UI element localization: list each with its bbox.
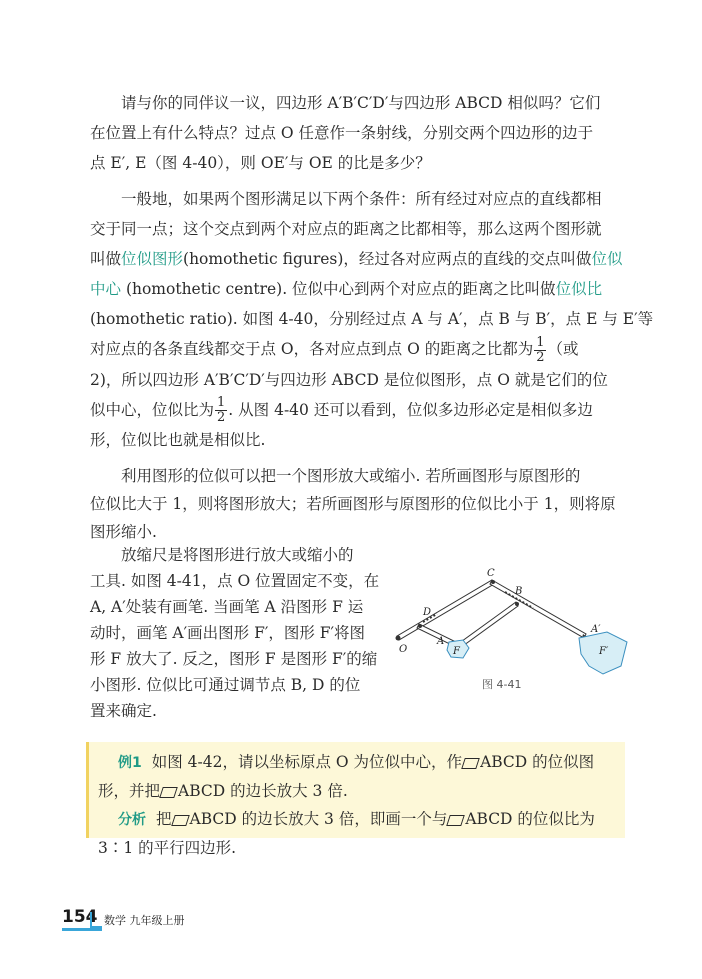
text-line: 利用图形的位似可以把一个图形放大或缩小. 若所画图形与原图形的 [121, 467, 581, 485]
fraction-numerator: 1 [536, 334, 545, 350]
text-span: 似中心，位似比为 [90, 400, 215, 419]
footer-bracket-icon [90, 912, 102, 928]
text-span: 形，并把 [98, 782, 161, 800]
label-C: C [487, 568, 495, 579]
fraction-one-half [215, 396, 227, 425]
term-homothetic-centre-part2: 中心 [90, 280, 122, 298]
text-span: ABCD 的位似比为 [465, 810, 595, 828]
example-block [98, 748, 616, 862]
analysis-line: 3∶1 的平行四边形. [98, 839, 237, 857]
text-line: 请与你的同伴议一议，四边形 A′B′C′D′与四边形 ABCD 相似吗？它们 [121, 94, 601, 112]
text-line: 工具. 如图 4-41，点 O 位置固定不变，在 [90, 572, 380, 590]
text-line [90, 395, 616, 426]
text-span: (homothetic figures)，经过各对应两点的直线的交点叫做 [183, 250, 592, 268]
figure-caption: 图 4-41 [482, 678, 522, 691]
text-line [90, 244, 623, 274]
example-tag: 例1 [118, 755, 142, 771]
text-span: 对应点的各条直线都交于点 O，各对应点到点 O 的距离之比都为 [90, 340, 534, 358]
parallelogram-icon [461, 758, 480, 769]
parallelogram-icon [159, 787, 178, 798]
text-span: （或 [547, 340, 579, 358]
text-span: 如图 4-42，请以坐标原点 O 为位似中心，作 [151, 753, 463, 771]
label-A-prime: A′ [591, 624, 601, 635]
text-line: 交于同一点；这个交点到两个对应点的距离之比都相等，那么这两个图形就 [90, 220, 602, 238]
bar-A-B [458, 602, 518, 648]
term-homothetic-centre-part1: 位似 [591, 250, 623, 268]
analysis-tag: 分析 [118, 812, 146, 828]
label-B: B [515, 586, 523, 597]
text-span: 叫做 [90, 250, 122, 268]
label-F: F [453, 646, 460, 657]
fraction-numerator: 1 [217, 395, 226, 410]
point-C [491, 580, 495, 584]
paragraph-scaling [90, 462, 616, 546]
fraction-denominator: 2 [536, 349, 545, 365]
text-line: 在位置上有什么特点？过点 O 任意作一条射线，分别交两个四边形的边于 [90, 124, 594, 142]
text-span: 把 [156, 810, 172, 828]
parallelogram-icon [447, 815, 466, 826]
paragraph-definition [90, 184, 654, 455]
text-line: 点 E′, E（图 4-40），则 OE′与 OE 的比是多少？ [90, 154, 431, 172]
text-span: ABCD 的边长放大 3 倍. [178, 782, 348, 800]
text-line: 置来确定. [90, 702, 157, 720]
paragraph-discussion [90, 88, 616, 178]
book-title: 数学 九年级上册 [104, 914, 185, 927]
text-line: 形，位似比也就是相似比. [90, 431, 266, 449]
point-B [515, 602, 519, 606]
text-line: (homothetic ratio). 如图 4-40，分别经过点 A 与 A′，点 B 与 B′，点 E 与 E′等 [90, 310, 654, 328]
point-O-pivot [396, 636, 401, 641]
point-D [418, 624, 422, 628]
label-A: A [437, 636, 445, 647]
text-line [90, 334, 616, 365]
text-span: (homothetic centre). 位似中心到两个对应点的距离之比叫做 [121, 280, 556, 298]
analysis-line [98, 805, 616, 834]
example-line [98, 777, 616, 805]
text-line: 动时，画笔 A′画出图形 F′，图形 F′将图 [90, 624, 366, 642]
text-line: 2)，所以四边形 A′B′C′D′与四边形 ABCD 是位似图形，点 O 就是它们的位 [90, 370, 608, 389]
text-line: 位似比大于 1，则将图形放大；若所画图形与原图形的位似比小于 1，则将原 [90, 495, 616, 513]
text-line: 图形缩小. [90, 523, 157, 541]
text-span: ABCD 的位似图 [480, 753, 595, 771]
page-number: 154 [62, 907, 98, 927]
label-O: O [399, 644, 408, 655]
example-line [98, 748, 616, 777]
parallelogram-icon [171, 815, 190, 826]
page-number-underline [62, 928, 102, 931]
text-span: ABCD 的边长放大 3 倍，即画一个与 [189, 810, 448, 828]
term-homothetic-ratio: 位似比 [555, 280, 603, 298]
label-D: D [423, 607, 432, 618]
text-line: 形 F 放大了. 反之，图形 F 是图形 F′的缩 [90, 650, 378, 668]
text-line: A, A′处装有画笔. 当画笔 A 沿图形 F 运 [90, 598, 364, 616]
fraction-one-half [534, 336, 546, 365]
text-line: 一般地，如果两个图形满足以下两个条件：所有经过对应点的直线都相 [121, 190, 602, 208]
text-line [90, 274, 616, 304]
term-homothetic-figures: 位似图形 [121, 250, 184, 268]
text-line: 放缩尺是将图形进行放大或缩小的 [121, 546, 354, 564]
paragraph-pantograph [90, 542, 390, 724]
text-line: 小图形. 位似比可通过调节点 B, D 的位 [90, 676, 361, 694]
fraction-denominator: 2 [217, 410, 226, 425]
label-F-prime: F′ [599, 646, 609, 657]
text-span: . 从图 4-40 还可以看到，位似多边形必定是相似多边 [228, 400, 593, 419]
pantograph-figure [393, 562, 633, 692]
bar-C-A2 [490, 580, 586, 638]
